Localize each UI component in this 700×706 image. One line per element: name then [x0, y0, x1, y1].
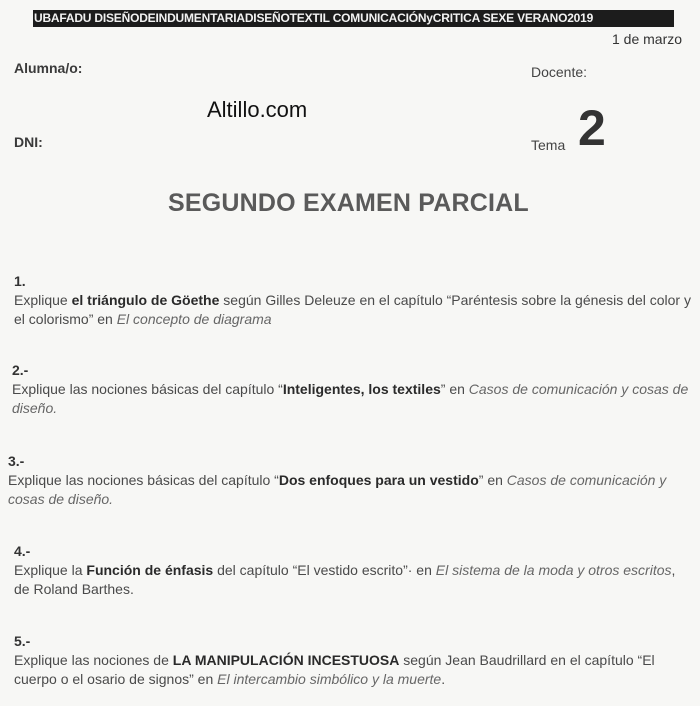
- question-number: 1.: [14, 273, 26, 289]
- question-number: 5.-: [14, 633, 31, 649]
- tema-number: 2: [578, 100, 606, 156]
- question-text: Explique las nociones básicas del capítulo “: [8, 472, 279, 488]
- question-text: según Jean Baudrillard en el capítulo “El cuerpo o el osario de signos” en: [14, 652, 655, 687]
- question-emphasis: Inteligentes, los textiles: [282, 381, 441, 397]
- question-4: [14, 542, 694, 599]
- question-emphasis: LA MANIPULACIÓN INCESTUOSA: [172, 652, 400, 668]
- exam-date: 1 de marzo: [612, 31, 683, 47]
- question-number: 3.-: [8, 453, 25, 469]
- watermark-text: Altillo.com: [207, 97, 308, 122]
- question-number: 2.-: [12, 362, 29, 378]
- question-1: [14, 272, 694, 329]
- book-title: El concepto de diagrama: [116, 311, 272, 327]
- exam-title: SEGUNDO EXAMEN PARCIAL: [168, 189, 529, 217]
- student-name-label: Alumna/o:: [14, 60, 83, 76]
- tema-label: Tema: [531, 137, 566, 153]
- question-number: 4.-: [14, 543, 31, 559]
- question-5: [14, 632, 694, 689]
- book-title: Casos de comunicación y cosas de diseño.: [8, 472, 667, 507]
- dni-label: DNI:: [14, 134, 43, 150]
- question-2: [12, 361, 692, 418]
- question-text: ” en: [478, 472, 507, 488]
- question-text: del capítulo “El vestido escrito”· en: [213, 562, 436, 578]
- question-emphasis: Dos enfoques para un vestido: [278, 472, 479, 488]
- question-text: según Gilles Deleuze en el capítulo “Paréntesis sobre la génesis del color y el colorismo” en: [14, 292, 691, 327]
- course-banner: UBAFADU DISEÑODEINDUMENTARIADISEÑOTEXTIL COMUNICACIÓNyCRITICA SEXE VERANO2019: [33, 10, 674, 27]
- question-emphasis: Función de énfasis: [86, 562, 214, 578]
- question-text: Explique las nociones básicas del capítulo “: [12, 381, 283, 397]
- book-title: Casos de comunicación y cosas de diseño.: [12, 381, 689, 416]
- teacher-label: Docente:: [531, 64, 588, 80]
- question-3: [8, 452, 698, 509]
- question-text: .: [441, 671, 446, 687]
- question-text: ” en: [440, 381, 469, 397]
- question-text: Explique la: [14, 562, 87, 578]
- question-emphasis: el triángulo de Göethe: [71, 292, 220, 308]
- book-title: El intercambio simbólico y la muerte: [217, 671, 442, 687]
- question-text: Explique las nociones de: [14, 652, 173, 668]
- question-text: , de Roland Barthes.: [14, 562, 676, 597]
- question-text: Explique: [14, 292, 72, 308]
- book-title: El sistema de la moda y otros escritos: [435, 562, 672, 578]
